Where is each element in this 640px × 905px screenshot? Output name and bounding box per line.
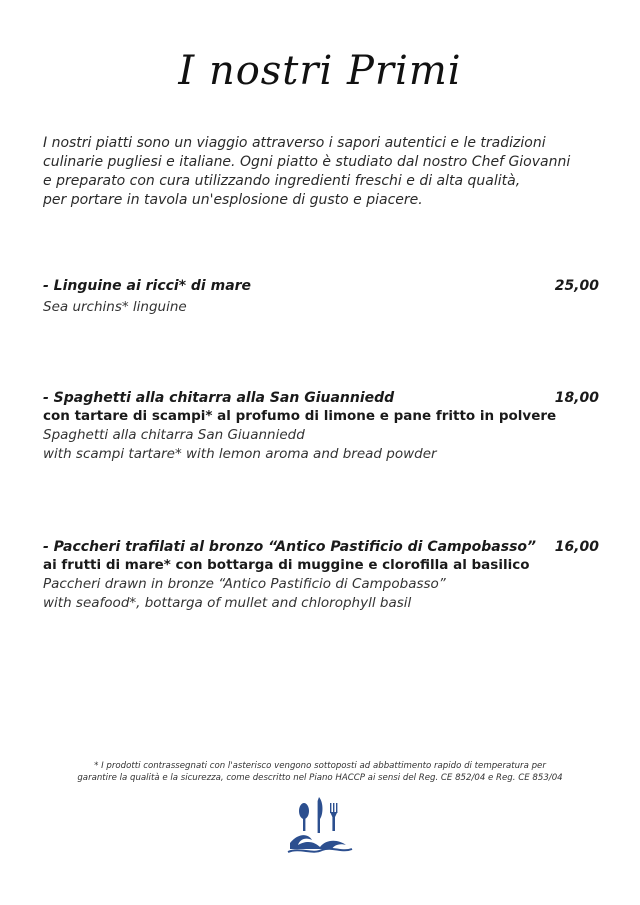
dish-subtitle: con tartare di scampi* al profumo di limone e pane fritto in polvere [43,408,557,424]
dish-subtitle: ai frutti di mare* con bottarga di muggine e clorofilla al basilico [43,557,530,573]
footnote-line: * I prodotti contrassegnati con l'asterisco vengono sottoposti ad abbattimento rapido di temperatura per [94,761,546,771]
footnote [0,760,640,784]
footnote-line: garantire la qualità e la sicurezza, come descritto nel Piano HACCP ai sensi del Reg. CE 852/04 e Reg. CE 853/04 [77,773,563,783]
restaurant-logo-icon [286,795,354,855]
dish-price: 25,00 [554,278,599,294]
intro-text [43,134,603,210]
dish-english-line: with scampi tartare* with lemon aroma and bread powder [43,446,437,462]
dish-linguine [43,278,599,317]
dish-name: - Linguine ai ricci* di mare [43,278,252,294]
dish-spaghetti [43,390,599,464]
dish-english-line: Spaghetti alla chitarra San Giuanniedd [43,427,305,443]
page-title: I nostri Primi [178,48,462,94]
dish-english-line: Sea urchins* linguine [43,299,187,315]
dish-english-line: with seafood*, bottarga of mullet and chlorophyll basil [43,595,412,611]
dish-price: 18,00 [554,390,599,406]
dish-english-line: Paccheri drawn in bronze “Antico Pastificio di Campobasso” [43,576,446,592]
intro-line: culinarie pugliesi e italiane. Ogni piatto è studiato dal nostro Chef Giovanni [43,154,571,170]
intro-line: I nostri piatti sono un viaggio attraverso i sapori autentici e le tradizioni [43,135,546,151]
intro-line: per portare in tavola un'esplosione di gusto e piacere. [43,192,423,208]
dish-name: - Paccheri trafilati al bronzo “Antico Pastificio di Campobasso” [43,539,537,555]
dish-name: - Spaghetti alla chitarra alla San Giuanniedd [43,390,395,406]
intro-line: e preparato con cura utilizzando ingredienti freschi e di alta qualità, [43,173,521,189]
dish-price: 16,00 [554,539,599,555]
dish-paccheri [43,539,599,613]
